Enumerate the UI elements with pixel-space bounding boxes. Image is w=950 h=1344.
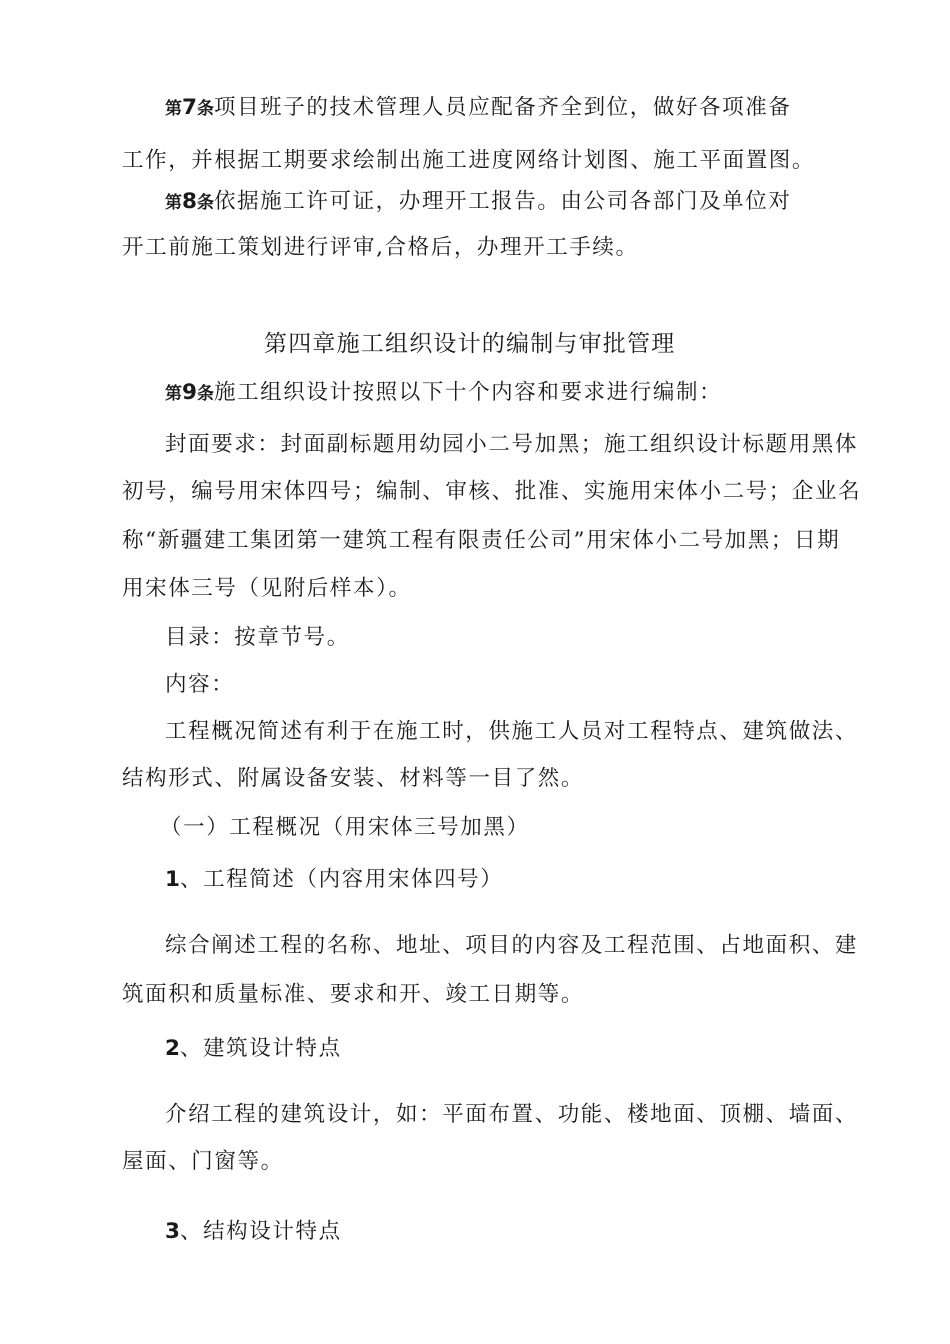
item-2-text-line: 介绍工程的建筑设计，如：平面布置、功能、楼地面、顶棚、墙面、	[165, 1102, 859, 1127]
article-8-line-2: 开工前施工策划进行评审,合格后，办理开工手续。	[122, 235, 639, 260]
item-heading-2	[165, 1031, 342, 1062]
article-7-line-1	[165, 90, 791, 121]
cover-requirement-line: 用宋体三号（见附后样本）。	[122, 576, 412, 601]
article-7-line-2: 工作，并根据工期要求绘制出施工进度网络计划图、施工平面置图。	[122, 148, 816, 173]
content-label: 内容：	[165, 672, 235, 697]
item-title: 、建筑设计特点	[179, 1036, 342, 1061]
item-1-text-line: 筑面积和质量标准、要求和开、竣工日期等。	[122, 982, 585, 1007]
article-8-line-1	[165, 184, 791, 215]
article-text: 依据施工许可证，办理开工报告。由公司各部门及单位对	[213, 189, 792, 214]
cover-requirement-line: 封面要求：封面副标题用幼园小二号加黑；施工组织设计标题用黑体	[165, 432, 859, 457]
article-suffix: 条	[196, 384, 214, 404]
item-number: 3	[165, 1219, 180, 1244]
article-prefix: 第	[165, 99, 182, 119]
chapter-title: 第四章施工组织设计的编制与审批管理	[264, 331, 676, 357]
article-prefix: 第	[165, 193, 182, 213]
item-number: 1	[165, 867, 180, 892]
item-1-text-line: 综合阐述工程的名称、地址、项目的内容及工程范围、占地面积、建	[165, 933, 859, 958]
item-heading-1	[165, 862, 503, 893]
section-heading: （一）工程概况（用宋体三号加黑）	[160, 815, 530, 840]
article-number: 8	[182, 189, 197, 214]
article-number: 9	[182, 380, 197, 405]
item-heading-3	[165, 1214, 342, 1245]
article-suffix: 条	[196, 99, 214, 119]
toc-requirement: 目录：按章节号。	[165, 625, 350, 650]
article-text: 施工组织设计按照以下十个内容和要求进行编制：	[213, 380, 723, 405]
item-title: 、工程简述（内容用宋体四号）	[179, 867, 504, 892]
item-number: 2	[165, 1036, 180, 1061]
cover-requirement-line: 称“新疆建工集团第一建筑工程有限责任公司”用宋体小二号加黑；日期	[122, 528, 841, 553]
article-9-line	[165, 375, 722, 406]
cover-requirement-line: 初号，编号用宋体四号；编制、审核、批准、实施用宋体小二号；企业名	[122, 479, 862, 504]
article-number: 7	[182, 95, 197, 120]
article-prefix: 第	[165, 384, 182, 404]
article-suffix: 条	[196, 193, 214, 213]
article-text: 项目班子的技术管理人员应配备齐全到位，做好各项准备	[213, 95, 792, 120]
overview-line: 工程概况简述有利于在施工时，供施工人员对工程特点、建筑做法、	[165, 719, 859, 744]
item-title: 、结构设计特点	[179, 1219, 342, 1244]
overview-line: 结构形式、附属设备安装、材料等一目了然。	[122, 766, 585, 791]
item-2-text-line: 屋面、门窗等。	[122, 1149, 284, 1174]
